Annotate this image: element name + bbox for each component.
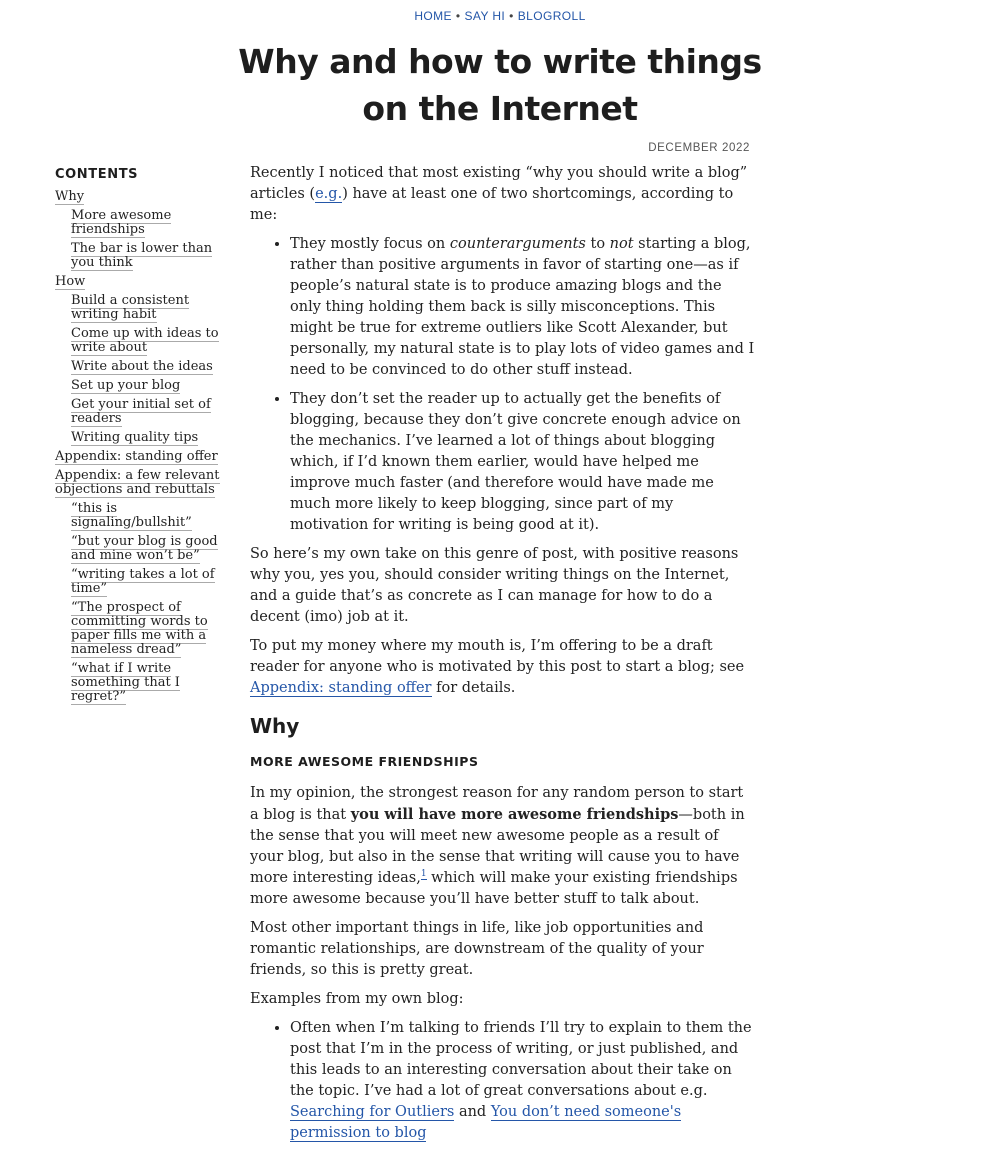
searching-for-outliers-link[interactable]: Searching for Outliers (290, 1104, 455, 1120)
text-span: to (585, 236, 610, 252)
paragraph: Examples from my own blog: (250, 991, 464, 1007)
toc-link[interactable]: Set up your blog (71, 378, 181, 393)
examples-list (250, 1018, 755, 1144)
title-line-1: Why and how to write things (238, 42, 762, 81)
emphasis: not (609, 236, 634, 252)
paragraph (250, 636, 755, 699)
nav-home-link[interactable]: HOME (414, 9, 452, 23)
page-title (230, 38, 770, 132)
toc-item-initial-readers (55, 398, 227, 426)
toc-link[interactable]: The bar is lower than you think (71, 241, 213, 270)
eg-link[interactable]: e.g. (315, 186, 343, 202)
nav-separator: • (509, 9, 514, 23)
table-of-contents (55, 168, 227, 709)
toc-link[interactable]: “writing takes a lot of time” (71, 567, 215, 596)
toc-item-writing-quality-tips (55, 431, 227, 445)
toc-link[interactable]: Get your initial set of readers (71, 397, 211, 426)
toc-item-come-up-with-ideas (55, 327, 227, 355)
toc-item-appendix-standing-offer (55, 450, 227, 464)
intro-paragraph (250, 163, 755, 226)
strong-text: you will have more awesome friendships (350, 806, 679, 823)
text-span: Recently I noticed that most existing “why you should write a blog” articles ( (250, 165, 748, 202)
text-span: and (454, 1104, 491, 1120)
toc-item-write-about-ideas (55, 360, 227, 374)
toc-link[interactable]: “what if I write something that I regret?” (71, 661, 180, 704)
toc-link[interactable]: Appendix: a few relevant objections and rebuttals (55, 468, 220, 497)
toc-item-takes-time (55, 568, 227, 596)
text-span: In my opinion, the strongest reason for any random person to start a blog is that (250, 785, 744, 823)
paragraph: So here’s my own take on this genre of post, with positive reasons why you, yes you, should consider writing things on the Internet, and a guide that’s as concrete as I can manage for how to do a decent (imo) job at it. (250, 546, 739, 625)
toc-link[interactable]: Writing quality tips (71, 430, 199, 445)
text-span: starting a blog, rather than positive arguments in favor of starting one—as if people’s natural state is to produce amazing blogs and the only thing holding them back is silly misconceptions. This might be true for extreme outliers like Scott Alexander, but personally, my natural state is to play lots of video games and I need to be convinced to do other stuff instead. (290, 236, 755, 378)
permission-to-blog-link[interactable]: You don’t need someone's permission to blog (290, 1104, 682, 1141)
title-line-2: on the Internet (362, 89, 638, 128)
section-heading-why: Why (250, 714, 300, 738)
text-span: for details. (431, 680, 516, 696)
toc-item-more-awesome-friendships (55, 209, 227, 237)
nav-separator: • (455, 9, 461, 23)
shortcomings-list (250, 234, 755, 536)
toc-item-set-up-blog (55, 379, 227, 393)
list-item (290, 1018, 755, 1144)
toc-item-appendix-objections (55, 469, 227, 497)
top-nav (0, 9, 1000, 23)
text-span: which will make your existing friendships more awesome because you’ll have better stuff to talk about. (250, 870, 738, 907)
nav-say-hi-link[interactable]: SAY HI (464, 9, 506, 23)
text-span: They mostly focus on (290, 236, 450, 252)
toc-list (55, 190, 227, 704)
toc-link[interactable]: “this is signaling/bullshit” (71, 501, 192, 530)
paragraph: Most other important things in life, like job opportunities and romantic relationships, are downstream of the quality of your friends, so this is pretty great. (250, 920, 704, 978)
toc-link[interactable]: Write about the ideas (71, 359, 213, 374)
toc-link[interactable]: Come up with ideas to write about (71, 326, 219, 355)
appendix-standing-offer-link[interactable]: Appendix: standing offer (250, 680, 432, 696)
toc-link[interactable]: “The prospect of committing words to paper fills me with a nameless dread” (71, 600, 208, 657)
toc-item-nameless-dread (55, 601, 227, 657)
toc-item-blog-is-good (55, 535, 227, 563)
article-body (250, 163, 755, 1152)
toc-item-bar-is-lower (55, 242, 227, 270)
text-span: Often when I’m talking to friends I’ll try to explain to them the post that I’m in the process of writing, or just published, and this leads to an interesting conversation about their take on the topic. I’ve had a lot of great conversations about e.g. (290, 1020, 752, 1099)
subsection-heading-friendships: MORE AWESOME FRIENDSHIPS (250, 754, 479, 769)
toc-link[interactable]: How (55, 274, 86, 289)
toc-link[interactable]: More awesome friendships (71, 208, 172, 237)
nav-blogroll-link[interactable]: BLOGROLL (517, 9, 586, 23)
text-span: —both in the sense that you will meet new awesome people as a result of your blog, but also in the sense that writing will cause you to have more interesting ideas, (250, 807, 745, 886)
toc-link[interactable]: Why (55, 189, 85, 204)
toc-item-how (55, 275, 227, 289)
list-item (290, 234, 755, 381)
toc-item-why (55, 190, 227, 204)
footnote-link[interactable]: 1 (420, 869, 427, 880)
toc-item-writing-habit (55, 294, 227, 322)
text-span: To put my money where my mouth is, I’m offering to be a draft reader for anyone who is motivated by this post to start a blog; see (250, 638, 745, 675)
toc-link[interactable]: Build a consistent writing habit (71, 293, 190, 322)
toc-item-regret (55, 662, 227, 704)
text-span: ) have at least one of two shortcomings, according to me: (250, 186, 734, 223)
toc-item-signaling (55, 502, 227, 530)
toc-link[interactable]: “but your blog is good and mine won’t be” (71, 534, 218, 563)
toc-heading: CONTENTS (55, 167, 139, 182)
paragraph (250, 783, 755, 910)
post-date: DECEMBER 2022 (648, 142, 750, 154)
toc-link[interactable]: Appendix: standing offer (55, 449, 218, 464)
emphasis: counterarguments (449, 236, 586, 252)
list-item: • They don’t set the reader up to actually get the benefits of blogging, because they don’t give concrete enough advice on the mechanics. I’ve learned a lot of things about blogging which, if I’d known them earlier, would have helped me improve much faster (and therefore would have made me much more likely to keep blogging, since part of my motivation for writing is being good at it). (290, 389, 755, 536)
